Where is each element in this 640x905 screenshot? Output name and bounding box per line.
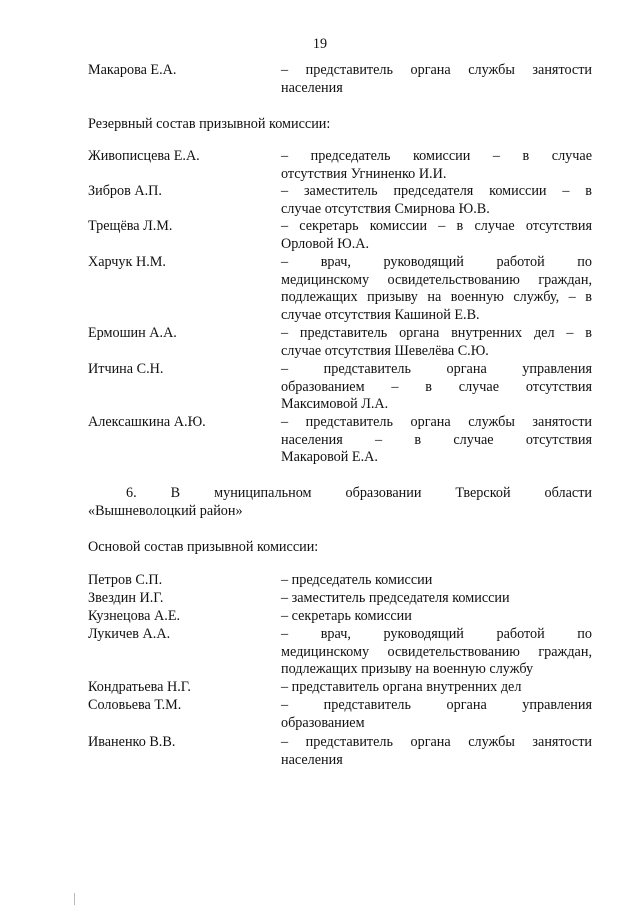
member-role (281, 414, 592, 467)
member-role (281, 325, 592, 360)
role-line: – представитель органа управления (281, 697, 592, 713)
member-name: Кондратьева Н.Г. (88, 679, 191, 695)
section-line: 6. В муниципальном образовании Тверской области (126, 485, 592, 501)
member-name: Макарова Е.А. (88, 62, 177, 78)
member-name: Харчук Н.М. (88, 254, 166, 270)
member-name: Кузнецова А.Е. (88, 608, 181, 624)
reserve-heading: Резервный состав призывной комиссии: (88, 116, 331, 132)
role-line: – секретарь комиссии (281, 608, 412, 624)
member-role (281, 697, 592, 732)
member-role (281, 679, 592, 697)
role-line: Максимовой Л.А. (281, 396, 389, 412)
section-heading (88, 485, 592, 520)
role-line: – представитель органа службы занятости (281, 734, 592, 750)
role-line: – секретарь комиссии – в случае отсутствия (281, 218, 592, 234)
member-name: Алексашкина А.Ю. (88, 414, 206, 430)
role-line: – представитель органа внутренних дел – в (281, 325, 592, 341)
member-name: Живописцева Е.А. (88, 148, 200, 164)
role-line: – председатель комиссии (281, 572, 433, 588)
member-role (281, 608, 592, 626)
role-line: отсутствия Угниненко И.И. (281, 165, 447, 182)
member-role (281, 254, 592, 324)
member-role (281, 148, 592, 183)
role-line: – заместитель председателя комиссии – в (281, 183, 592, 199)
role-line: медицинскому освидетельствованию граждан, (281, 643, 592, 660)
member-role (281, 590, 592, 608)
role-line: подлежащих призыву на военную службу, – в (281, 289, 592, 305)
member-name: Трещёва Л.М. (88, 218, 173, 234)
role-line: Макаровой Е.А. (281, 449, 378, 465)
main-heading: Основой состав призывной комиссии: (88, 539, 319, 555)
role-line: случае отсутствия Шевелёва С.Ю. (281, 342, 489, 359)
role-line: – представитель органа службы занятости (281, 62, 592, 78)
role-line: образованием (281, 714, 365, 731)
member-name: Итчина С.Н. (88, 361, 164, 377)
role-line: – врач, руководящий работой по (281, 626, 592, 642)
role-line: населения – в случае отсутствия (281, 431, 592, 448)
role-line: – председатель комиссии – в случае (281, 148, 592, 164)
role-line: – заместитель председателя комиссии (281, 590, 510, 606)
member-role (281, 734, 592, 769)
member-role (281, 183, 592, 218)
member-role (281, 62, 592, 97)
page-number: 19 (312, 36, 328, 52)
role-line: Орловой Ю.А. (281, 235, 370, 252)
member-name: Зибров А.П. (88, 183, 162, 199)
role-line: – представитель органа службы занятости (281, 414, 592, 430)
role-line: – представитель органа внутренних дел (281, 679, 522, 695)
member-name: Иваненко В.В. (88, 734, 176, 750)
role-line: образованием – в случае отсутствия (281, 378, 592, 395)
section-line: «Вышневолоцкий район» (88, 502, 243, 519)
role-line: медицинскому освидетельствованию граждан, (281, 271, 592, 288)
role-line: случае отсутствия Кашиной Е.В. (281, 306, 480, 323)
role-line: населения (281, 751, 343, 768)
member-name: Петров С.П. (88, 572, 163, 588)
member-name: Соловьева Т.М. (88, 697, 182, 713)
role-line: – врач, руководящий работой по (281, 254, 592, 270)
member-name: Лукичев А.А. (88, 626, 171, 642)
role-line: – представитель органа управления (281, 361, 592, 377)
role-line: случае отсутствия Смирнова Ю.В. (281, 200, 490, 217)
member-role (281, 626, 592, 679)
role-line: подлежащих призыву на военную службу (281, 661, 534, 677)
member-name: Звездин И.Г. (88, 590, 164, 606)
member-name: Ермошин А.А. (88, 325, 177, 341)
member-role (281, 572, 592, 590)
scan-edge-mark (74, 893, 75, 905)
role-line: населения (281, 79, 343, 96)
member-role (281, 218, 592, 253)
member-role (281, 361, 592, 414)
